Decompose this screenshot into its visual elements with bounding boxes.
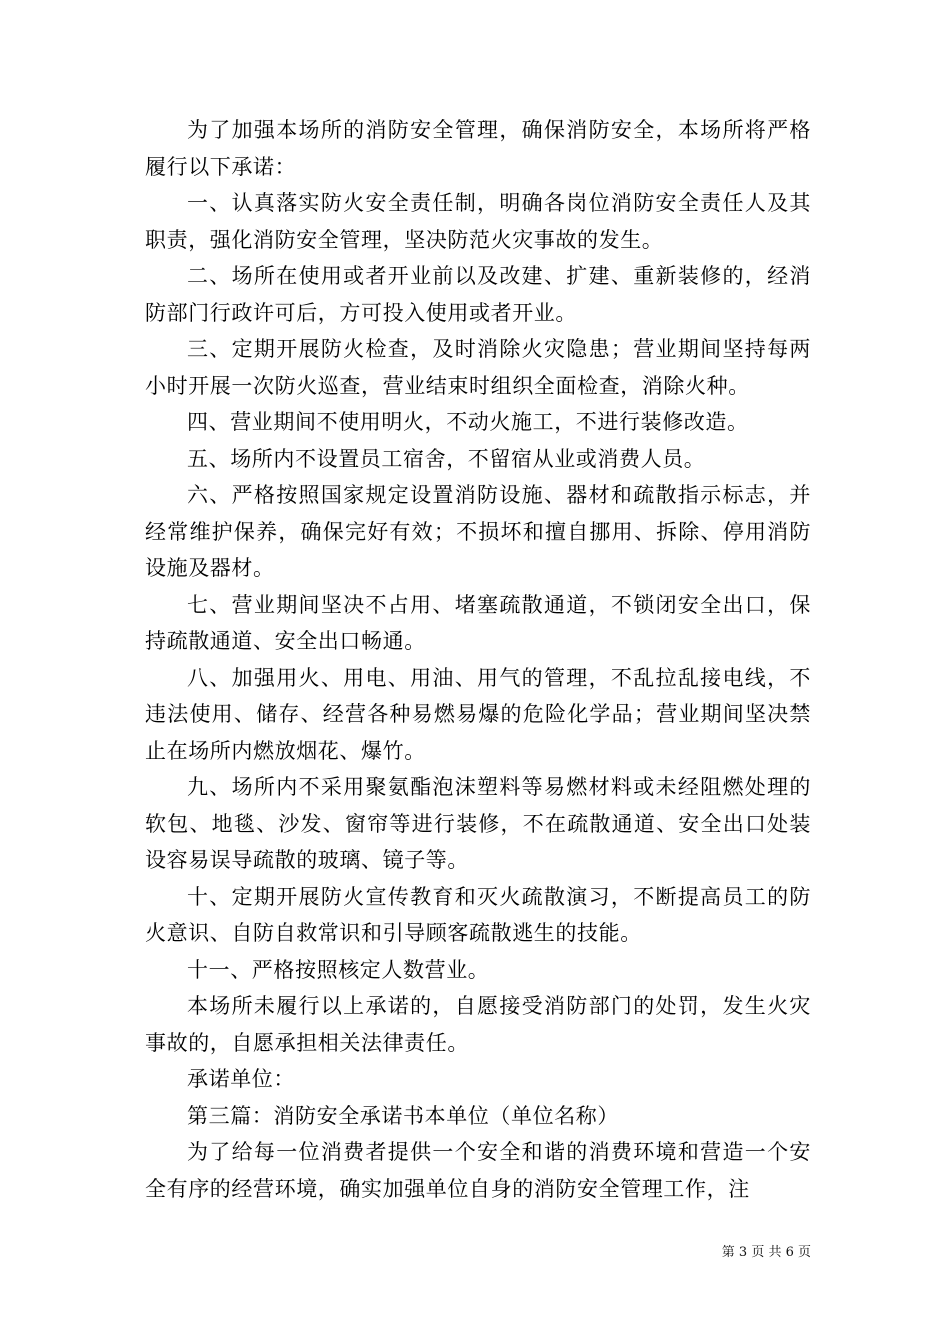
paragraph-item-3: 三、定期开展防火检查，及时消除火灾隐患；营业期间坚持每两小时开展一次防火巡查，营业结束时组织全面检查，消除火种。: [145, 337, 811, 398]
paragraph-item-2: 二、场所在使用或者开业前以及改建、扩建、重新装修的，经消防部门行政许可后，方可投入使用或者开业。: [145, 264, 811, 325]
paragraph-item-1: 一、认真落实防火安全责任制，明确各岗位消防安全责任人及其职责，强化消防安全管理，坚决防范火灾事故的发生。: [145, 191, 811, 252]
paragraph-item-9: 九、场所内不采用聚氨酯泡沫塑料等易燃材料或未经阻燃处理的软包、地毯、沙发、窗帘等进行装修，不在疏散通道、安全出口处装设容易误导疏散的玻璃、镜子等。: [145, 775, 811, 872]
page-number: 第 3 页 共 6 页: [721, 1245, 811, 1260]
paragraph-item-5: 五、场所内不设置员工宿舍，不留宿从业或消费人员。: [187, 446, 706, 471]
document-body: [145, 112, 811, 1207]
paragraph-item-6: 六、严格按照国家规定设置消防设施、器材和疏散指示标志，并经常维护保养，确保完好有效；不损坏和擅自挪用、拆除、停用消防设施及器材。: [145, 483, 811, 580]
paragraph-item-7: 七、营业期间坚决不占用、堵塞疏散通道，不锁闭安全出口，保持疏散通道、安全出口畅通。: [145, 592, 811, 653]
paragraph-item-10: 十、定期开展防火宣传教育和灭火疏散演习，不断提高员工的防火意识、自防自救常识和引导顾客疏散逃生的技能。: [145, 884, 811, 945]
paragraph-intro: 为了加强本场所的消防安全管理，确保消防安全，本场所将严格履行以下承诺：: [145, 118, 811, 179]
paragraph-item-8: 八、加强用火、用电、用油、用气的管理，不乱拉乱接电线，不违法使用、储存、经营各种易燃易爆的危险化学品；营业期间坚决禁止在场所内燃放烟花、爆竹。: [145, 665, 811, 763]
paragraph-liability: 本场所未履行以上承诺的，自愿接受消防部门的处罚，发生火灾事故的，自愿承担相关法律责任。: [145, 994, 811, 1055]
section-heading: 第三篇：消防安全承诺书本单位（单位名称）: [187, 1103, 619, 1128]
paragraph-item-11: 十一、严格按照核定人数营业。: [187, 957, 490, 982]
paragraph-signatory: 承诺单位：: [187, 1067, 295, 1091]
paragraph-item-4: 四、营业期间不使用明火，不动火施工，不进行装修改造。: [187, 410, 749, 434]
paragraph-section-intro: 为了给每一位消费者提供一个安全和谐的消费环境和营造一个安全有序的经营环境，确实加强单位自身的消防安全管理工作，注: [145, 1140, 811, 1201]
